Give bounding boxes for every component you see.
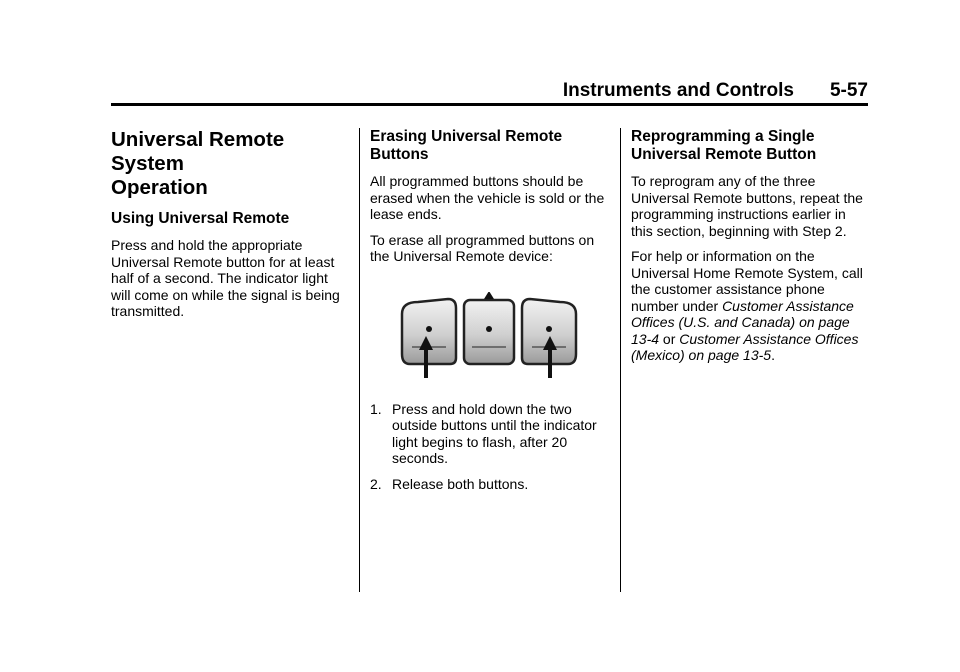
section-subtitle: Using Universal Remote <box>111 210 290 227</box>
cross-reference-link[interactable]: Customer Assistance Offices (U.S. and Canada) on page 13-4 <box>631 297 854 347</box>
column-2 <box>370 128 610 501</box>
header-rule <box>111 103 868 106</box>
column-divider <box>359 128 360 592</box>
column-1 <box>111 128 351 329</box>
section-title: Universal Remote System Operation <box>111 128 285 199</box>
list-item: 1. Press and hold down the two outside buttons until the indicator light begins to flash, after 20 seconds. <box>370 400 597 466</box>
page-number: 5-57 <box>829 80 868 101</box>
steps-list <box>370 401 610 493</box>
column-divider <box>620 128 621 592</box>
section-heading: Erasing Universal Remote Buttons <box>370 128 563 163</box>
paragraph: To erase all programmed buttons on the Universal Remote device: <box>370 231 595 264</box>
page-header <box>111 80 868 104</box>
cross-reference-link[interactable]: Customer Assistance Offices (Mexico) on page 13-5 <box>631 330 859 363</box>
paragraph: For help or information on the Universal Home Remote System, call the customer assistance phone number under Customer Assistance Offices (U.S. and Canada) on page 13-4 or Customer Assistance Offices (Mexico) on page 13-5. <box>631 248 863 363</box>
column-3 <box>631 128 871 373</box>
paragraph: Press and hold the appropriate Universal Remote button for at least half of a second. The indicator light will come on while the signal is being transmitted. <box>111 237 340 319</box>
list-item: 2. Release both buttons. <box>370 475 529 492</box>
paragraph: All programmed buttons should be erased when the vehicle is sold or the lease ends. <box>370 173 605 222</box>
header-title: Instruments and Controls <box>562 80 794 101</box>
remote-buttons-illustration <box>388 292 588 378</box>
paragraph: To reprogram any of the three Universal Remote buttons, repeat the programming instructions earlier in this section, beginning with Step 2. <box>631 173 863 239</box>
section-heading: Reprogramming a Single Universal Remote Button <box>631 128 817 163</box>
